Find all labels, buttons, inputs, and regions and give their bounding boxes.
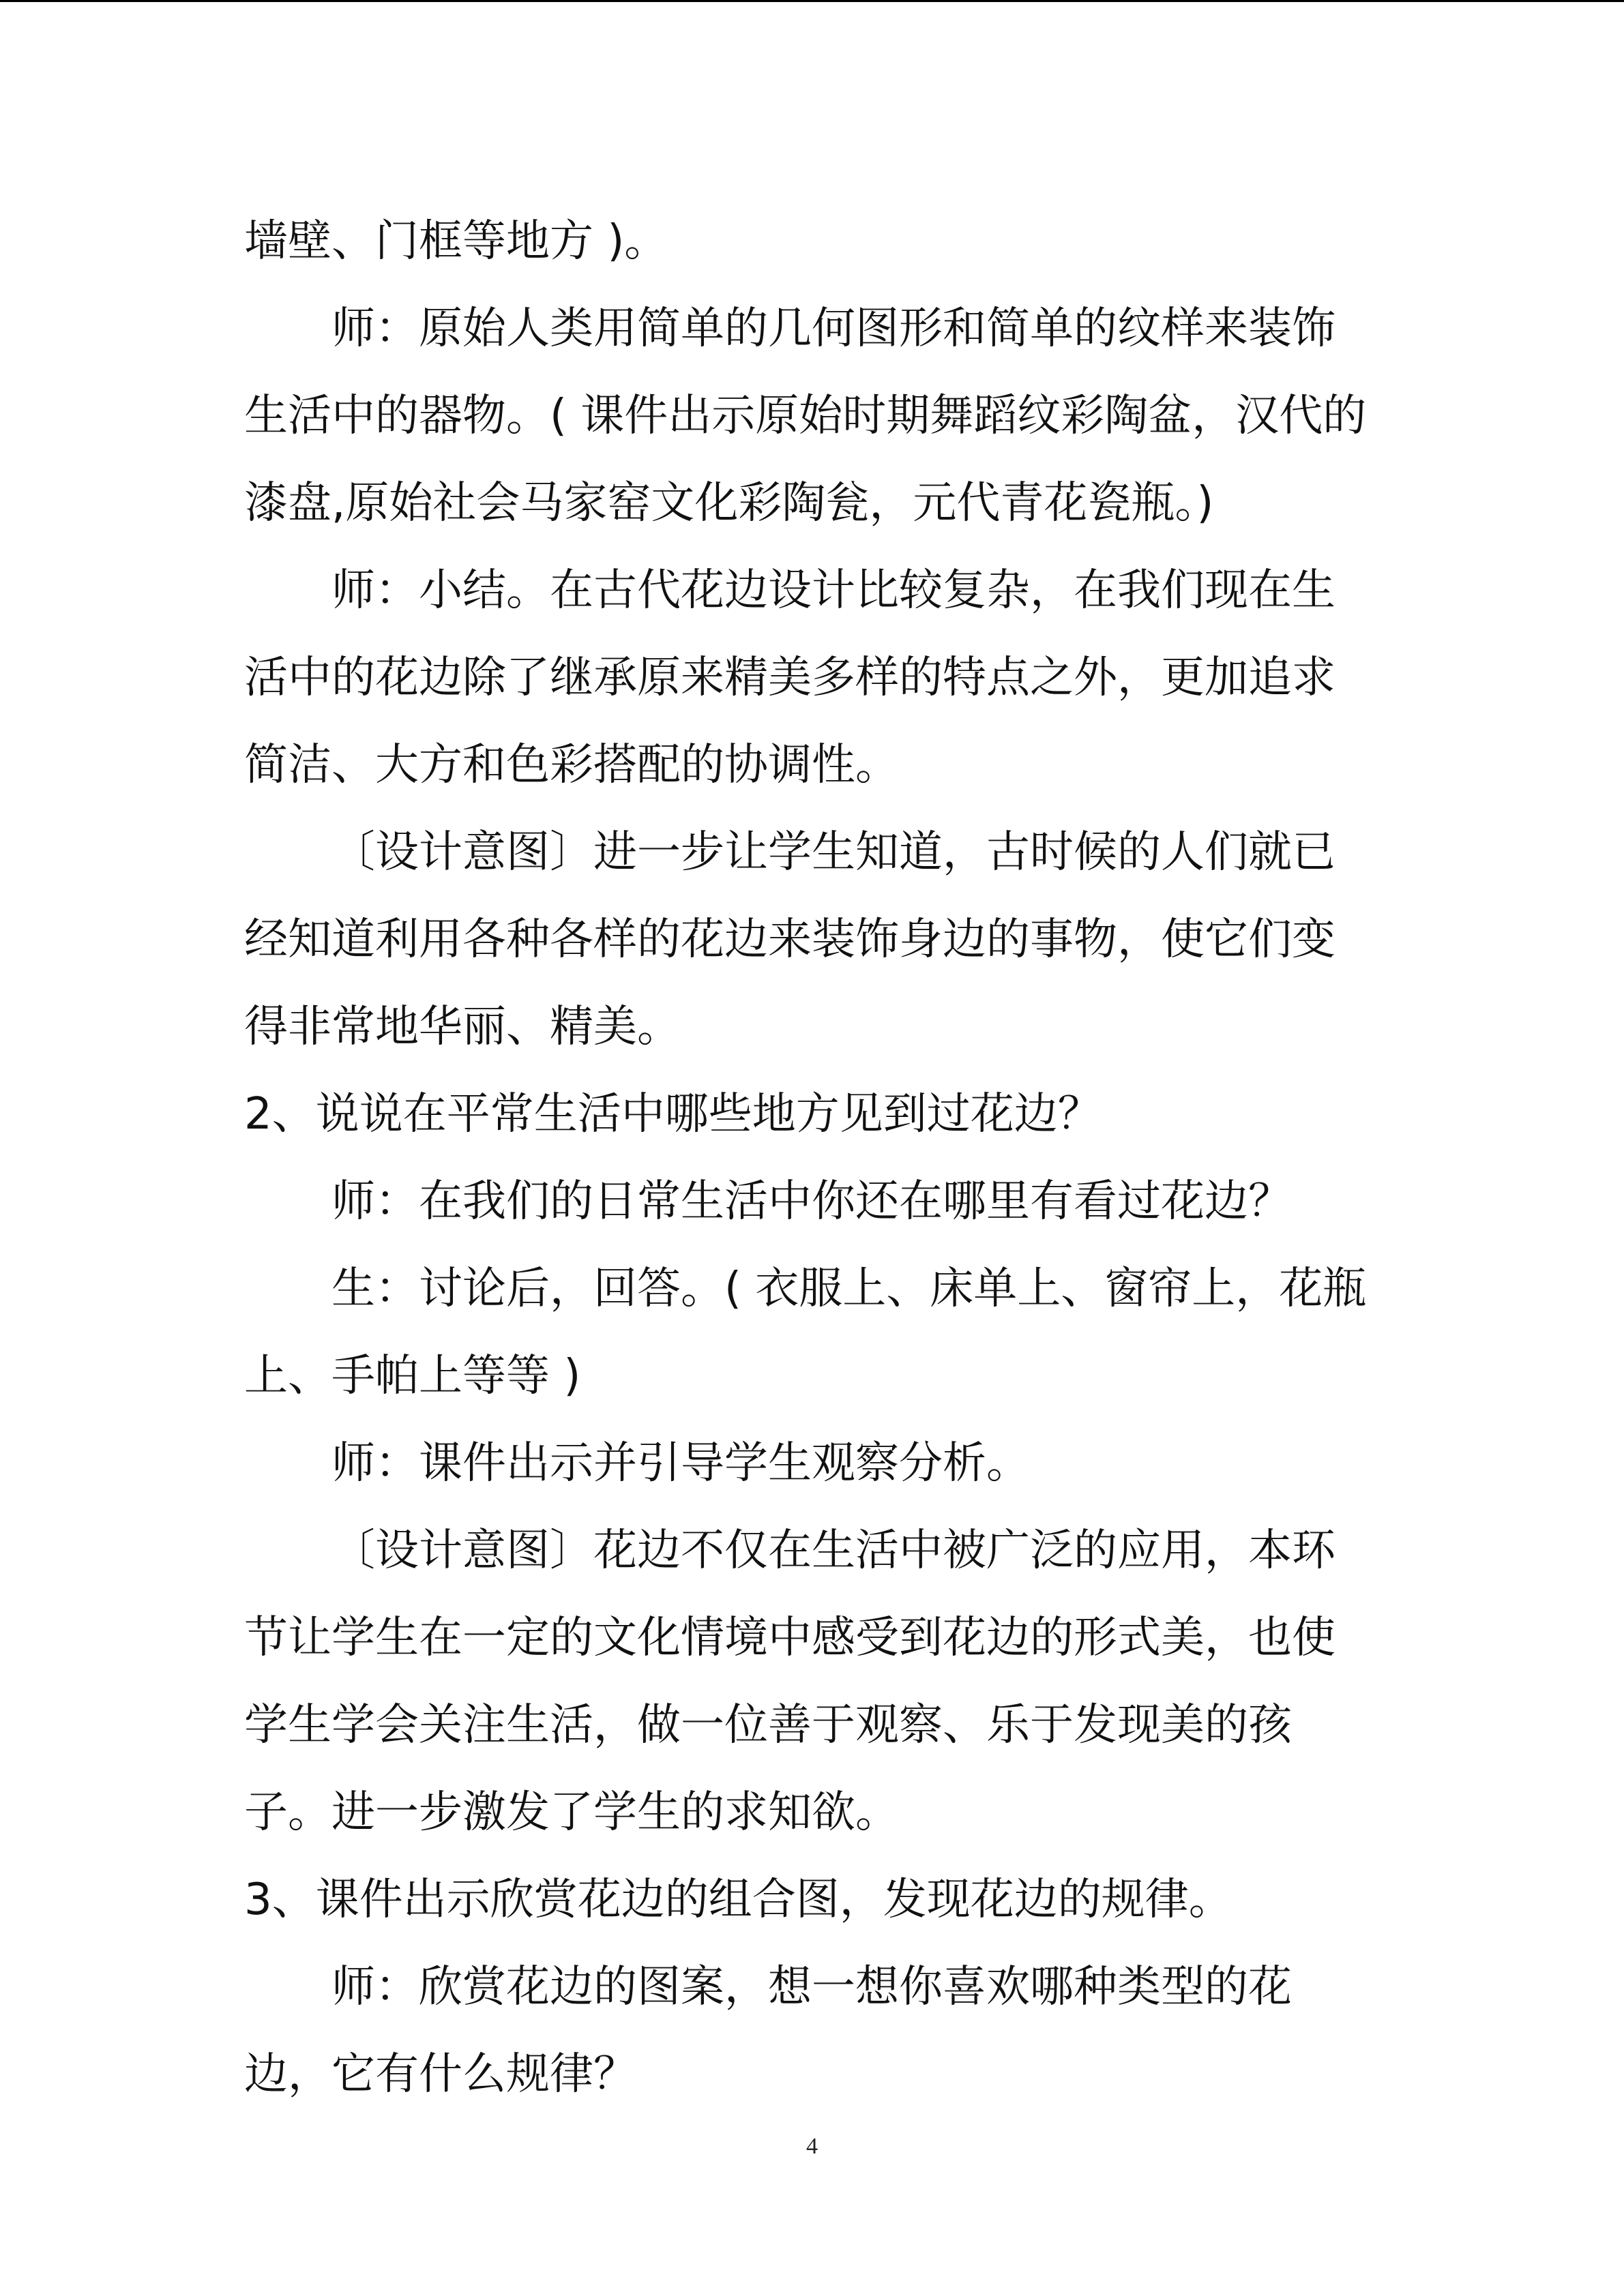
paragraph-line: 漆盘,原始社会马家窑文化彩陶瓮，元代青花瓷瓶。) xyxy=(244,478,1214,528)
design-intent-line: 〔设计意图〕花边不仅在生活中被广泛的应用，本环 xyxy=(331,1525,1335,1576)
page-top-border xyxy=(0,0,1624,2)
paragraph-line: 学生学会关注生活，做一位善于观察、乐于发现美的孩 xyxy=(244,1700,1292,1750)
paragraph-line: 生活中的器物。( 课件出示原始时期舞蹈纹彩陶盆，汉代的 xyxy=(244,391,1367,441)
paragraph-line: 节让学生在一定的文化情境中感受到花边的形式美，也使 xyxy=(244,1613,1335,1663)
section-heading-2: 2、说说在平常生活中哪些地方见到过花边？ xyxy=(244,1089,1102,1139)
document-body xyxy=(244,198,1376,2118)
paragraph-line: 活中的花边除了继承原来精美多样的特点之外，更加追求 xyxy=(244,653,1335,703)
design-intent-line: 〔设计意图〕进一步让学生知道，古时候的人们就已 xyxy=(331,827,1335,878)
section-heading-3: 3、课件出示欣赏花边的组合图，发现花边的规律。 xyxy=(244,1875,1232,1925)
paragraph-line: 师：在我们的日常生活中你还在哪里有看过花边？ xyxy=(331,1176,1292,1227)
paragraph-line: 师：原始人类用简单的几何图形和简单的纹样来装饰 xyxy=(331,303,1335,354)
paragraph-line: 得非常地华丽、精美。 xyxy=(244,1002,681,1052)
paragraph-line: 简洁、大方和色彩搭配的协调性。 xyxy=(244,740,899,790)
page-number: 4 xyxy=(806,2134,818,2159)
paragraph-line: 师：小结。在古代花边设计比较复杂，在我们现在生 xyxy=(331,565,1335,616)
paragraph-line: 生：讨论后，回答。( 衣服上、床单上、窗帘上，花瓶 xyxy=(331,1264,1367,1314)
paragraph-line: 师：课件出示并引导学生观察分析。 xyxy=(331,1438,1030,1489)
paragraph-line: 子。进一步激发了学生的求知欲。 xyxy=(244,1787,899,1838)
paragraph-line: 经知道利用各种各样的花边来装饰身边的事物，使它们变 xyxy=(244,914,1335,965)
paragraph-line: 上、手帕上等等 ) xyxy=(244,1351,581,1401)
paragraph-line: 边，它有什么规律？ xyxy=(244,2049,637,2100)
paragraph-line: 师：欣赏花边的图案，想一想你喜欢哪种类型的花 xyxy=(331,1962,1292,2012)
paragraph-line: 墙壁、门框等地方 )。 xyxy=(244,216,668,267)
